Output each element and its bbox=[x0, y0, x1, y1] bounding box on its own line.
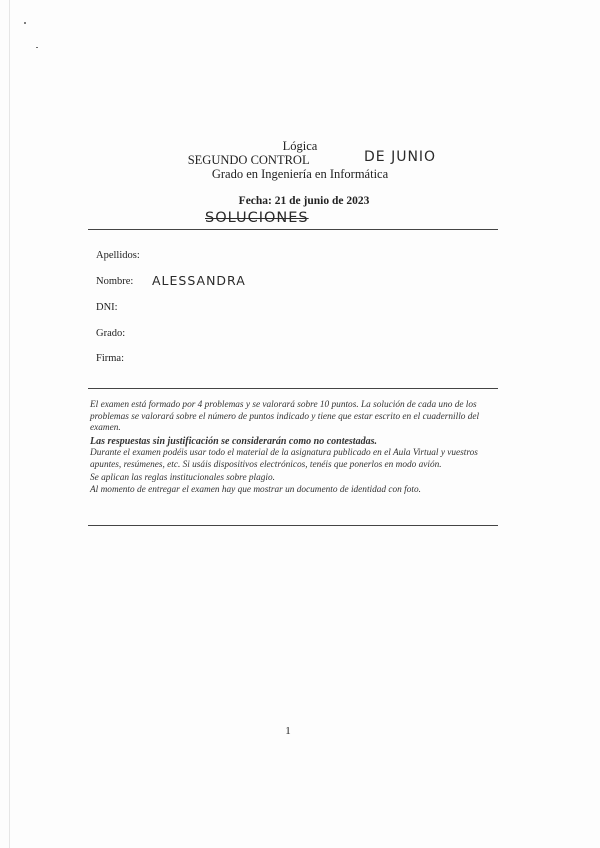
handwritten-soluciones: SOLUCIONES bbox=[205, 210, 309, 226]
instructions-block bbox=[90, 400, 498, 498]
nombre-label: Nombre: bbox=[96, 276, 134, 287]
instruction-paragraph: El examen está formado por 4 problemas y se valorará sobre 10 puntos. La solución de cada uno de los problemas se valorará sobre el número de puntos indicado y tiene que estar escrito en el cuadernillo del examen. bbox=[90, 400, 480, 434]
instruction-paragraph: Al momento de entregar el examen hay que mostrar un documento de identidad con foto. bbox=[90, 485, 421, 496]
exam-date: Fecha: 21 de junio de 2023 bbox=[238, 195, 370, 207]
instruction-bold-paragraph: Las respuestas sin justificación se considerarán como no contestadas. bbox=[90, 435, 377, 447]
instructions-top-divider bbox=[88, 388, 498, 389]
dni-label: DNI: bbox=[96, 302, 118, 313]
page-edge bbox=[9, 0, 10, 848]
subject-title: Lógica bbox=[282, 139, 318, 153]
top-divider bbox=[88, 229, 498, 230]
page-number: 1 bbox=[285, 725, 291, 737]
handwritten-title-suffix: DE JUNIO bbox=[364, 149, 437, 165]
instruction-paragraph: Durante el examen podéis usar todo el material de la asignatura publicado en el Aula Virtual y vuestros apuntes, resúmenes, etc. Si usáis dispositivos electrónicos, tenéis que ponerlos en modo avión. bbox=[90, 448, 478, 470]
nombre-handwritten-value: ALESSANDRA bbox=[152, 273, 246, 288]
grado-label: Grado: bbox=[96, 328, 126, 339]
exam-title-line bbox=[0, 153, 600, 168]
apellidos-label: Apellidos: bbox=[96, 250, 140, 261]
firma-label: Firma: bbox=[96, 353, 124, 364]
scan-speck bbox=[36, 47, 38, 48]
exam-title: SEGUNDO CONTROL bbox=[187, 153, 310, 167]
instructions-bottom-divider bbox=[88, 525, 498, 526]
instruction-paragraph: Se aplican las reglas institucionales sobre plagio. bbox=[90, 472, 275, 483]
degree-line: Grado en Ingeniería en Informática bbox=[211, 167, 389, 181]
scan-speck bbox=[24, 22, 26, 24]
